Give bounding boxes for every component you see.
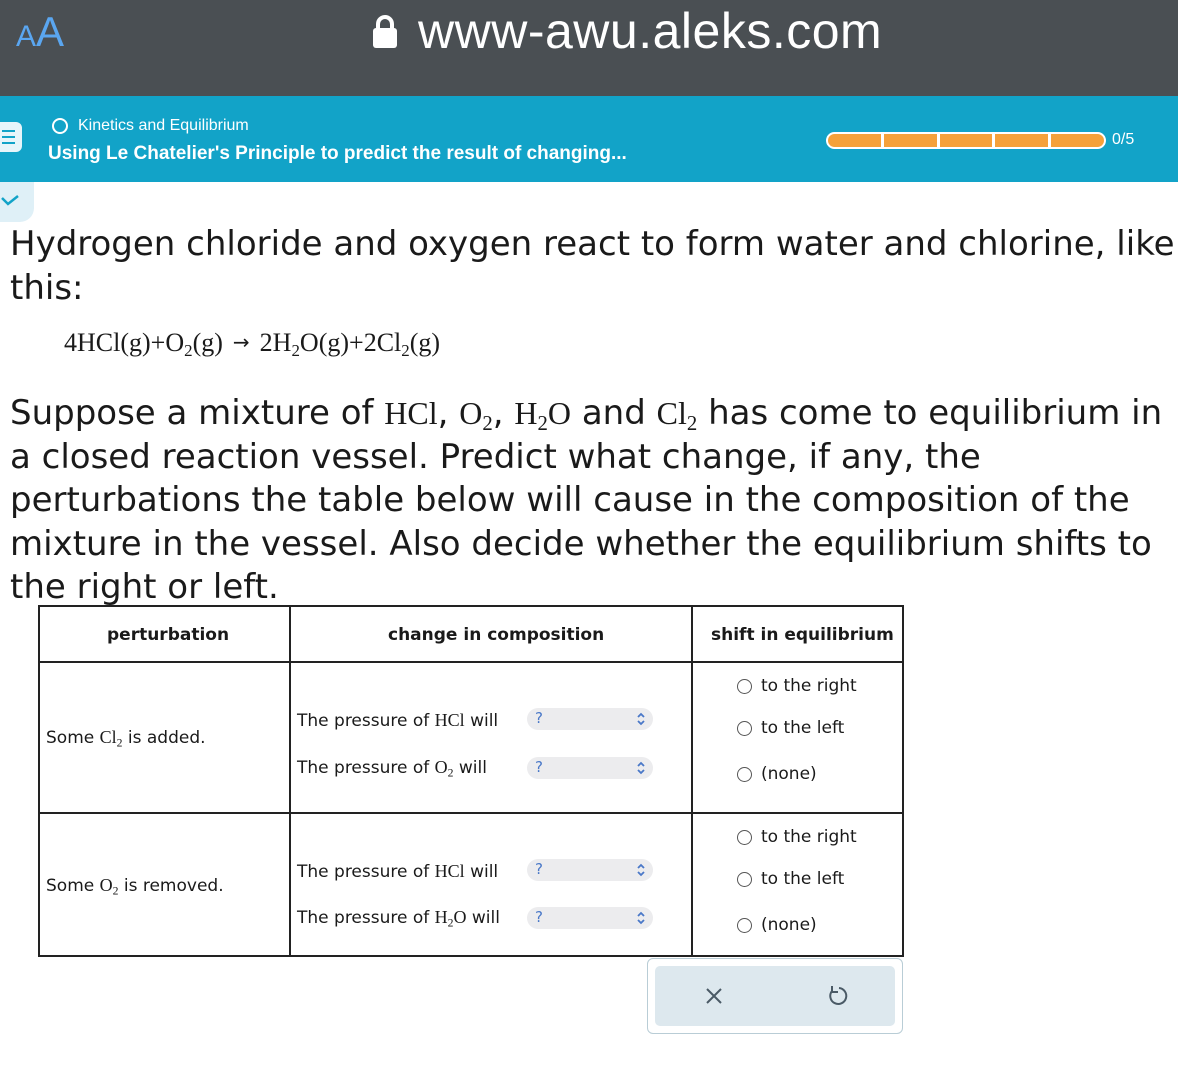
row1-line2-label: The pressure of $O_2$ will <box>297 757 487 780</box>
header-shift: shift in equilibrium <box>711 625 894 645</box>
question-body: Suppose a mixture of HCl, $O_2$, $H_2O$ and $Cl_2$ has come to equilibrium in a closed reaction vessel. Predict what change, if any, the perturbations the table below will cause in the composition of the mixture in the vessel. Also decide whether the equilibrium shifts to the right or left. <box>10 393 1163 607</box>
row1-line2-select[interactable]: ? <box>527 757 653 779</box>
row2-line1-select[interactable]: ? <box>527 859 653 881</box>
row1-line1-label: The pressure of HCl will <box>297 710 499 731</box>
question-intro: Hydrogen chloride and oxygen react to form water and chlorine, like this: <box>10 224 1175 308</box>
lock-icon <box>370 14 400 50</box>
text-size-button[interactable]: AA <box>16 8 65 55</box>
chevron-updown-icon <box>635 863 647 877</box>
row2-line2-label: The pressure of $H_2O$ will <box>297 907 500 930</box>
header-change: change in composition <box>388 625 605 645</box>
row1-radio-left[interactable]: to the left <box>737 718 844 738</box>
chevron-updown-icon <box>635 911 647 925</box>
url-field[interactable]: www-awu.aleks.com <box>418 3 883 59</box>
topic-label: Kinetics and Equilibrium <box>78 117 249 134</box>
row1-perturbation: Some $Cl_2$ is added. <box>46 727 206 750</box>
row2-radio-none[interactable]: (none) <box>737 915 817 935</box>
header-perturbation: perturbation <box>107 625 230 645</box>
chevron-updown-icon <box>635 712 647 726</box>
row1-radio-right[interactable]: to the right <box>737 676 857 696</box>
row2-perturbation: Some $O_2$ is removed. <box>46 875 224 898</box>
row2-radio-right[interactable]: to the right <box>737 827 857 847</box>
chevron-check-icon <box>0 192 22 210</box>
chevron-updown-icon <box>635 761 647 775</box>
reaction-arrow: → <box>232 330 250 354</box>
action-panel-inner <box>655 966 895 1026</box>
row1-radio-none[interactable]: (none) <box>737 764 817 784</box>
topic-circle-icon <box>52 118 68 134</box>
close-icon[interactable] <box>700 982 728 1010</box>
menu-button[interactable] <box>0 122 22 152</box>
expand-tab[interactable] <box>0 182 34 222</box>
row2-line1-label: The pressure of HCl will <box>297 861 499 882</box>
score-label: 0/5 <box>1112 131 1135 148</box>
page-title: Using Le Chatelier's Principle to predict the result of changing... <box>48 143 627 164</box>
row1-line1-select[interactable]: ? <box>527 708 653 730</box>
row2-line2-select[interactable]: ? <box>527 907 653 929</box>
progress-bar <box>826 132 1106 149</box>
undo-icon[interactable] <box>823 982 851 1010</box>
reaction-equation: $4HCl(g)+O_2(g) \to 2H_2O(g)+2Cl_2(g)$ <box>64 328 441 361</box>
topic-row <box>52 117 249 135</box>
row2-radio-left[interactable]: to the left <box>737 869 844 889</box>
